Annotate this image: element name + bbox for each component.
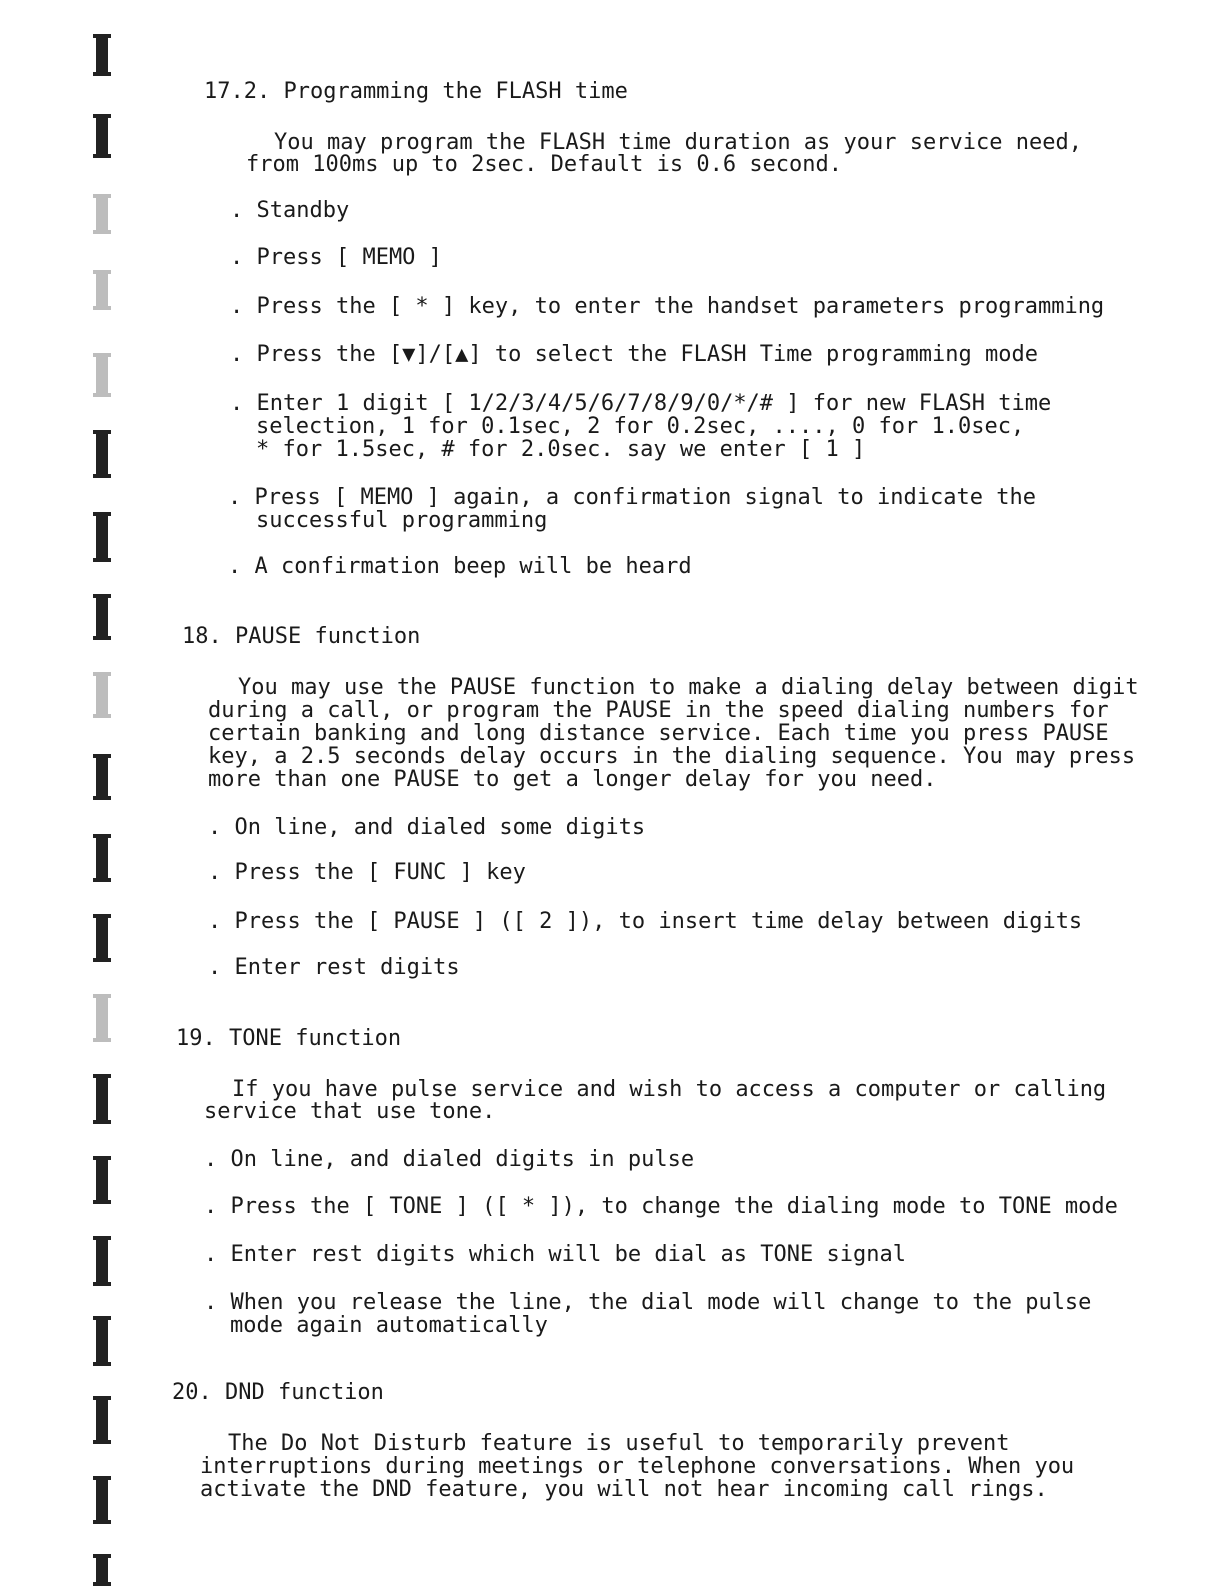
binder-mark bbox=[96, 355, 108, 395]
intro-line: certain banking and long distance service. Each time you press PAUSE bbox=[208, 721, 1109, 746]
binder-mark bbox=[96, 1158, 108, 1202]
binder-mark bbox=[96, 1556, 108, 1584]
binder-mark bbox=[96, 1478, 108, 1522]
intro-line: activate the DND feature, you will not hear incoming call rings. bbox=[200, 1477, 1048, 1502]
step-item-continuation: * for 1.5sec, # for 2.0sec. say we enter [ 1 ] bbox=[256, 437, 866, 462]
binder-mark bbox=[96, 1318, 108, 1364]
intro-line: You may use the PAUSE function to make a dialing delay between digit bbox=[238, 675, 1139, 700]
binder-mark bbox=[96, 36, 108, 74]
section-heading-20: 20. DND function bbox=[172, 1380, 384, 1405]
step-item-continuation: selection, 1 for 0.1sec, 2 for 0.2sec, ...., 0 for 1.0sec, bbox=[256, 414, 1025, 439]
intro-line: interruptions during meetings or telephone conversations. When you bbox=[200, 1454, 1075, 1479]
binder-mark bbox=[96, 596, 108, 638]
intro-line: from 100ms up to 2sec. Default is 0.6 second. bbox=[246, 152, 843, 177]
intro-line: If you have pulse service and wish to access a computer or calling bbox=[232, 1077, 1107, 1102]
step-item: . Enter 1 digit [ 1/2/3/4/5/6/7/8/9/0/*/# ] for new FLASH time bbox=[230, 391, 1052, 416]
step-item: . Press the [ PAUSE ] ([ 2 ]), to insert time delay between digits bbox=[208, 909, 1083, 934]
step-item: . Enter rest digits which will be dial as TONE signal bbox=[204, 1242, 906, 1267]
intro-line: during a call, or program the PAUSE in the speed dialing numbers for bbox=[208, 698, 1109, 723]
intro-line: You may program the FLASH time duration as your service need, bbox=[274, 130, 1082, 155]
step-item: . Press the [ FUNC ] key bbox=[208, 860, 526, 885]
step-item: . Press the [▼]/[▲] to select the FLASH Time programming mode bbox=[230, 342, 1038, 367]
intro-line: service that use tone. bbox=[204, 1099, 496, 1124]
binder-mark bbox=[96, 1398, 108, 1442]
binder-mark bbox=[96, 514, 108, 560]
intro-line: key, a 2.5 seconds delay occurs in the dialing sequence. You may press bbox=[208, 744, 1136, 769]
step-item: . A confirmation beep will be heard bbox=[228, 554, 692, 579]
step-item: . On line, and dialed digits in pulse bbox=[204, 1147, 695, 1172]
step-item: . Enter rest digits bbox=[208, 955, 460, 980]
step-item: . On line, and dialed some digits bbox=[208, 815, 646, 840]
step-item: . Press [ MEMO ] again, a confirmation signal to indicate the bbox=[228, 485, 1036, 510]
binder-mark bbox=[96, 674, 108, 716]
step-item-continuation: successful programming bbox=[256, 508, 548, 533]
binder-mark bbox=[96, 996, 108, 1040]
intro-line: The Do Not Disturb feature is useful to temporarily prevent bbox=[228, 1431, 1010, 1456]
section-heading-17-2: 17.2. Programming the FLASH time bbox=[204, 79, 628, 104]
step-item: . When you release the line, the dial mode will change to the pulse bbox=[204, 1290, 1092, 1315]
step-item: . Press [ MEMO ] bbox=[230, 245, 442, 270]
binder-mark bbox=[96, 1238, 108, 1284]
binder-mark bbox=[96, 756, 108, 798]
step-item: . Standby bbox=[230, 198, 350, 223]
binder-mark bbox=[96, 916, 108, 960]
step-item-continuation: mode again automatically bbox=[230, 1313, 548, 1338]
binder-mark bbox=[96, 196, 108, 232]
step-item: . Press the [ TONE ] ([ * ]), to change the dialing mode to TONE mode bbox=[204, 1194, 1118, 1219]
intro-line: more than one PAUSE to get a longer delay for you need. bbox=[208, 767, 937, 792]
binder-mark bbox=[96, 432, 108, 476]
binder-mark bbox=[96, 116, 108, 156]
binder-mark bbox=[96, 272, 108, 308]
section-heading-19: 19. TONE function bbox=[176, 1026, 402, 1051]
section-heading-18: 18. PAUSE function bbox=[182, 624, 421, 649]
binder-mark bbox=[96, 836, 108, 880]
binder-mark bbox=[96, 1076, 108, 1122]
step-item: . Press the [ * ] key, to enter the handset parameters programming bbox=[230, 294, 1105, 319]
